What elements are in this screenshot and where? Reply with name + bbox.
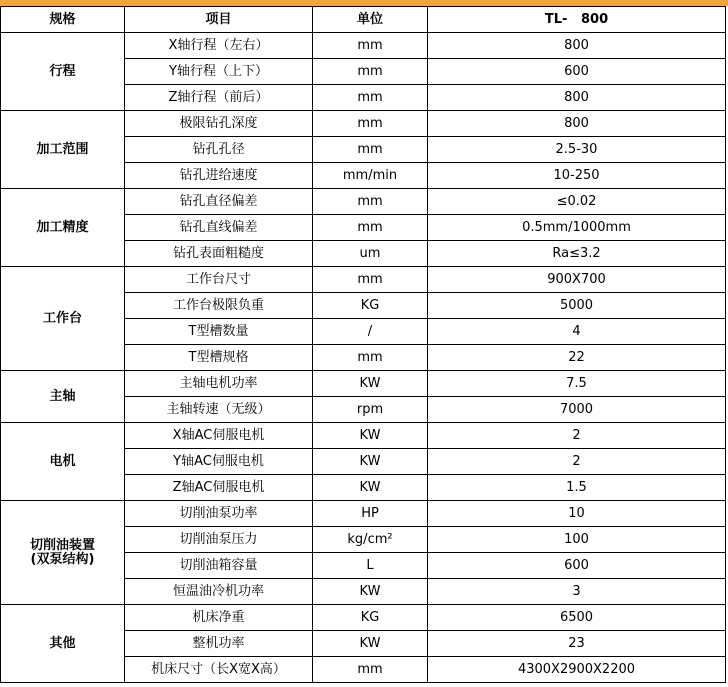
value-cell: 800 [428, 33, 726, 59]
item-cell: 切削油泵功率 [125, 501, 313, 527]
unit-cell: KW [313, 371, 428, 397]
group-name: 切削油装置 [29, 537, 95, 553]
group-name: 工作台 [42, 310, 82, 326]
unit-cell: mm [313, 111, 428, 137]
value-cell: 7000 [428, 397, 726, 423]
item-cell: 主轴转速（无级） [125, 397, 313, 423]
group-label [1, 605, 125, 683]
table-row [1, 111, 726, 137]
item-cell: 恒温油冷机功率 [125, 579, 313, 605]
item-cell: 钻孔孔径 [125, 137, 313, 163]
value-cell: 600 [428, 59, 726, 85]
value-cell: 10-250 [428, 163, 726, 189]
value-cell: 2 [428, 423, 726, 449]
group-name: 加工范围 [36, 141, 89, 157]
table-row [1, 33, 726, 59]
group-label [1, 423, 125, 501]
header-model: TL- 800 [428, 7, 726, 33]
item-cell: X轴AC伺服电机 [125, 423, 313, 449]
value-cell: 4 [428, 319, 726, 345]
value-cell: 1.5 [428, 475, 726, 501]
value-cell: 4300X2900X2200 [428, 657, 726, 683]
value-cell: 600 [428, 553, 726, 579]
item-cell: 工作台极限负重 [125, 293, 313, 319]
unit-cell: mm [313, 345, 428, 371]
unit-cell: mm [313, 33, 428, 59]
item-cell: X轴行程（左右） [125, 33, 313, 59]
group-name-sub: (双泵结构) [30, 551, 95, 567]
unit-cell: mm [313, 189, 428, 215]
unit-cell: KW [313, 579, 428, 605]
item-cell: Z轴AC伺服电机 [125, 475, 313, 501]
unit-cell: um [313, 241, 428, 267]
item-cell: 机床净重 [125, 605, 313, 631]
value-cell: 2 [428, 449, 726, 475]
item-cell: 机床尺寸（长X宽X高） [125, 657, 313, 683]
group-name: 其他 [49, 635, 76, 651]
spec-table [0, 6, 726, 683]
group-label [1, 267, 125, 371]
group-name: 主轴 [49, 388, 76, 404]
table-row [1, 267, 726, 293]
item-cell: 钻孔表面粗糙度 [125, 241, 313, 267]
item-cell: 整机功率 [125, 631, 313, 657]
value-cell: 5000 [428, 293, 726, 319]
spec-sheet [0, 6, 728, 687]
group-label [1, 501, 125, 605]
unit-cell: KW [313, 423, 428, 449]
value-cell: 3 [428, 579, 726, 605]
item-cell: T型槽数量 [125, 319, 313, 345]
value-cell: 800 [428, 111, 726, 137]
value-cell: 0.5mm/1000mm [428, 215, 726, 241]
unit-cell: KW [313, 449, 428, 475]
item-cell: 极限钻孔深度 [125, 111, 313, 137]
spec-body [1, 33, 726, 683]
item-cell: 切削油箱容量 [125, 553, 313, 579]
item-cell: 主轴电机功率 [125, 371, 313, 397]
item-cell: Y轴AC伺服电机 [125, 449, 313, 475]
item-cell: T型槽规格 [125, 345, 313, 371]
unit-cell: KW [313, 631, 428, 657]
value-cell: 7.5 [428, 371, 726, 397]
table-row [1, 189, 726, 215]
unit-cell: KG [313, 605, 428, 631]
unit-cell: mm [313, 215, 428, 241]
unit-cell: kg/cm² [313, 527, 428, 553]
item-cell: Y轴行程（上下） [125, 59, 313, 85]
group-name: 加工精度 [36, 219, 89, 235]
item-cell: 钻孔进给速度 [125, 163, 313, 189]
unit-cell: mm [313, 137, 428, 163]
value-cell: 6500 [428, 605, 726, 631]
unit-cell: mm [313, 85, 428, 111]
value-cell: 100 [428, 527, 726, 553]
group-name: 电机 [49, 453, 76, 469]
group-name: 行程 [49, 63, 76, 79]
item-cell: 工作台尺寸 [125, 267, 313, 293]
table-row [1, 423, 726, 449]
header-item: 项目 [125, 7, 313, 33]
value-cell: ≤0.02 [428, 189, 726, 215]
unit-cell: mm [313, 59, 428, 85]
table-row [1, 371, 726, 397]
item-cell: 钻孔直线偏差 [125, 215, 313, 241]
value-cell: 900X700 [428, 267, 726, 293]
unit-cell: KW [313, 475, 428, 501]
item-cell: 切削油泵压力 [125, 527, 313, 553]
value-cell: 22 [428, 345, 726, 371]
table-row [1, 501, 726, 527]
unit-cell: rpm [313, 397, 428, 423]
value-cell: 800 [428, 85, 726, 111]
unit-cell: HP [313, 501, 428, 527]
group-label [1, 33, 125, 111]
unit-cell: mm [313, 267, 428, 293]
unit-cell: KG [313, 293, 428, 319]
item-cell: Z轴行程（前后） [125, 85, 313, 111]
group-label [1, 189, 125, 267]
unit-cell: mm/min [313, 163, 428, 189]
unit-cell: / [313, 319, 428, 345]
unit-cell: L [313, 553, 428, 579]
group-label [1, 371, 125, 423]
value-cell: 23 [428, 631, 726, 657]
header-unit: 单位 [313, 7, 428, 33]
group-label [1, 111, 125, 189]
table-row [1, 605, 726, 631]
unit-cell: mm [313, 657, 428, 683]
item-cell: 钻孔直径偏差 [125, 189, 313, 215]
header-row [1, 7, 726, 33]
header-group: 规格 [1, 7, 125, 33]
value-cell: 10 [428, 501, 726, 527]
value-cell: Ra≤3.2 [428, 241, 726, 267]
value-cell: 2.5-30 [428, 137, 726, 163]
